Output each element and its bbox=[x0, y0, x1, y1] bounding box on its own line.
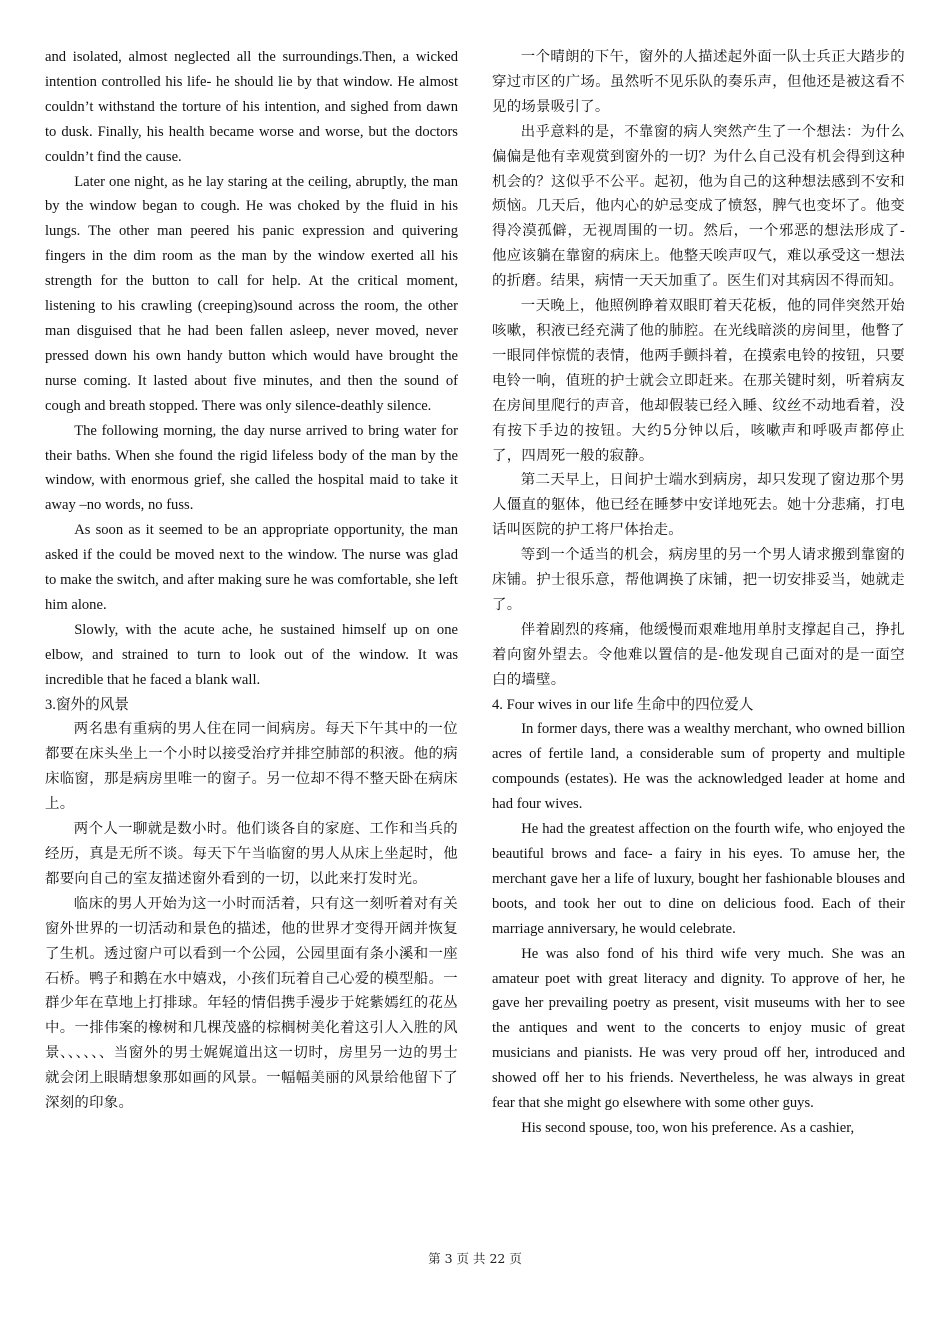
paragraph: Slowly, with the acute ache, he sustained himself up on one elbow, and strained to turn to look out of the window. It was incredible that he faced a blank wall. bbox=[45, 621, 458, 688]
paragraph: In former days, there was a wealthy merchant, who owned billion acres of fertile land, a considerable sum of property and multiple compounds (estates). He was the acknowledged leader at home and had four wives. bbox=[492, 721, 905, 813]
paragraph: 伴着剧烈的疼痛，他缓慢而艰难地用单肘支撑起自己，挣扎着向窗外望去。令他难以置信的是-他发现自己面对的是一面空白的墙壁。 bbox=[492, 621, 905, 688]
paragraph: 一天晚上，他照例睁着双眼盯着天花板，他的同伴突然开始咳嗽，积液已经充满了他的肺腔。在光线暗淡的房间里，他瞥了一眼同伴惊慌的表情，他两手颤抖着，在摸索电铃的按钮，只要电铃一响，值班的护士就会立即赶来。在那关键时刻，听着病友在房间里爬行的声音，他却假装已经入睡、纹丝不动地看着，没有按下手边的按钮。大约5分钟以后，咳嗽声和呼吸声都停止了，四周死一般的寂静。 bbox=[492, 298, 905, 464]
paragraph: Later one night, as he lay staring at the ceiling, abruptly, the man by the window began to cough. He was choked by the fluid in his lungs. The other man peered his panic expression and quivering fingers in the dim room as the man by the window exerted all his strength for the button to call for help. At the critical moment, listening to his crawling (creeping)sound across the room, the other man disguised that he had been fallen asleep, never moved, never pressed down his own handy button which would have brought the nurse coming. It lasted about five minutes, and then the sound of cough and breath stopped. There was only silence-deathly silence. bbox=[45, 173, 458, 414]
page-footer: 第 3 页 共 22 页 bbox=[428, 1251, 522, 1266]
section-heading: 3.窗外的风景 bbox=[45, 696, 129, 713]
paragraph: and isolated, almost neglected all the surroundings.Then, a wicked intention controlled his life- he should lie by that window. He almost couldn’t withstand the torture of his intention, and sighed from dawn to dusk. Finally, his health became worse and worse, but the doctors couldn’t find the cause. bbox=[45, 49, 458, 165]
paragraph: The following morning, the day nurse arrived to bring water for their baths. When she found the rigid lifeless body of the man by the window, with enormous grief, she called the hospital maid to take it away –no words, no fuss. bbox=[45, 422, 458, 514]
paragraph: His second spouse, too, won his preference. As a cashier, bbox=[521, 1119, 855, 1136]
paragraph: 第二天早上，日间护士端水到病房，却只发现了窗边那个男人僵直的躯体，他已经在睡梦中安详地死去。她十分悲痛，打电话叫医院的护工将尸体抬走。 bbox=[492, 472, 905, 539]
paragraph: He was also fond of his third wife very much. She was an amateur poet with great literacy and dignity. To approve of her, he gave her prevailing poetry as present, visit museums with her to see the antiques and went to the concerts to enjoy music of great musicians and pianists. He was very proud off her, introduced and showed off her to his friends. Nevertheless, he was always in great fear that she might go elsewhere with some other guys. bbox=[492, 945, 905, 1112]
right-column bbox=[492, 45, 905, 1141]
paragraph: As soon as it seemed to be an appropriate opportunity, the man asked if the could be moved next to the window. The nurse was glad to make the switch, and after making sure he was comfortable, she left him alone. bbox=[45, 522, 458, 613]
paragraph: 两个人一聊就是数小时。他们谈各自的家庭、工作和当兵的经历，真是无所不谈。每天下午当临窗的男人从床上坐起时，他都要向自己的室友描述窗外看到的一切，以此来打发时光。 bbox=[45, 821, 458, 887]
section-heading: 4. Four wives in our life 生命中的四位爱人 bbox=[492, 696, 754, 713]
paragraph: 临床的男人开始为这一小时而活着，只有这一刻听着对有关窗外世界的一切活动和景色的描述，他的世界才变得开阔并恢复了生机。透过窗户可以看到一个公园，公园里面有条小溪和一座石桥。鸭子和鹅在水中嬉戏，小孩们玩着自己心爱的模型船。一群少年在草地上打排球。年轻的情侣携手漫步于姹紫嫣红的花丛中。一排伟案的橡树和几棵茂盛的棕榈树美化着这引人入胜的风景、、、、、、当窗外的男士娓娓道出这一切时，房里另一边的男士就会闭上眼睛想象那如画的风景。一幅幅美丽的风景给他留下了深刻的印象。 bbox=[45, 895, 458, 1112]
paragraph: 出乎意料的是，不靠窗的病人突然产生了一个想法：为什么偏偏是他有幸观赏到窗外的一切？为什么自己没有机会得到这种机会的？这似乎不公平。起初，他为自己的这种想法感到不安和烦恼。几天后，他内心的妒忌变成了愤怒，脾气也变坏了。他变得冷漠孤僻，无视周围的一切。然后，一个邪恶的想法形成了-他应该躺在靠窗的病床上。他整天唉声叹气，难以承受这一想法的折磨。结果，病情一天天加重了。医生们对其病因不得而知。 bbox=[492, 123, 905, 290]
paragraph: 一个晴朗的下午，窗外的人描述起外面一队士兵正大踏步的穿过市区的广场。虽然听不见乐队的奏乐声，但他还是被这看不见的场景吸引了。 bbox=[492, 49, 905, 115]
left-column bbox=[45, 45, 458, 1116]
paragraph: He had the greatest affection on the fourth wife, who enjoyed the beautiful brows and face- a fairy in his eyes. To amuse her, the merchant gave her a life of luxury, bought her fashionable blouses and boots, and took her out to dine on delicious food. Each of their marriage anniversary, he would celebrate. bbox=[492, 821, 905, 937]
paragraph: 两名患有重病的男人住在同一间病房。每天下午其中的一位都要在床头坐上一个小时以接受治疗并排空肺部的积液。他的病床临窗，那是病房里唯一的窗子。另一位却不得不整天卧在病床上。 bbox=[45, 721, 458, 813]
paragraph: 等到一个适当的机会，病房里的另一个男人请求搬到靠窗的床铺。护士很乐意，帮他调换了床铺，把一切安排妥当，她就走了。 bbox=[492, 547, 905, 613]
